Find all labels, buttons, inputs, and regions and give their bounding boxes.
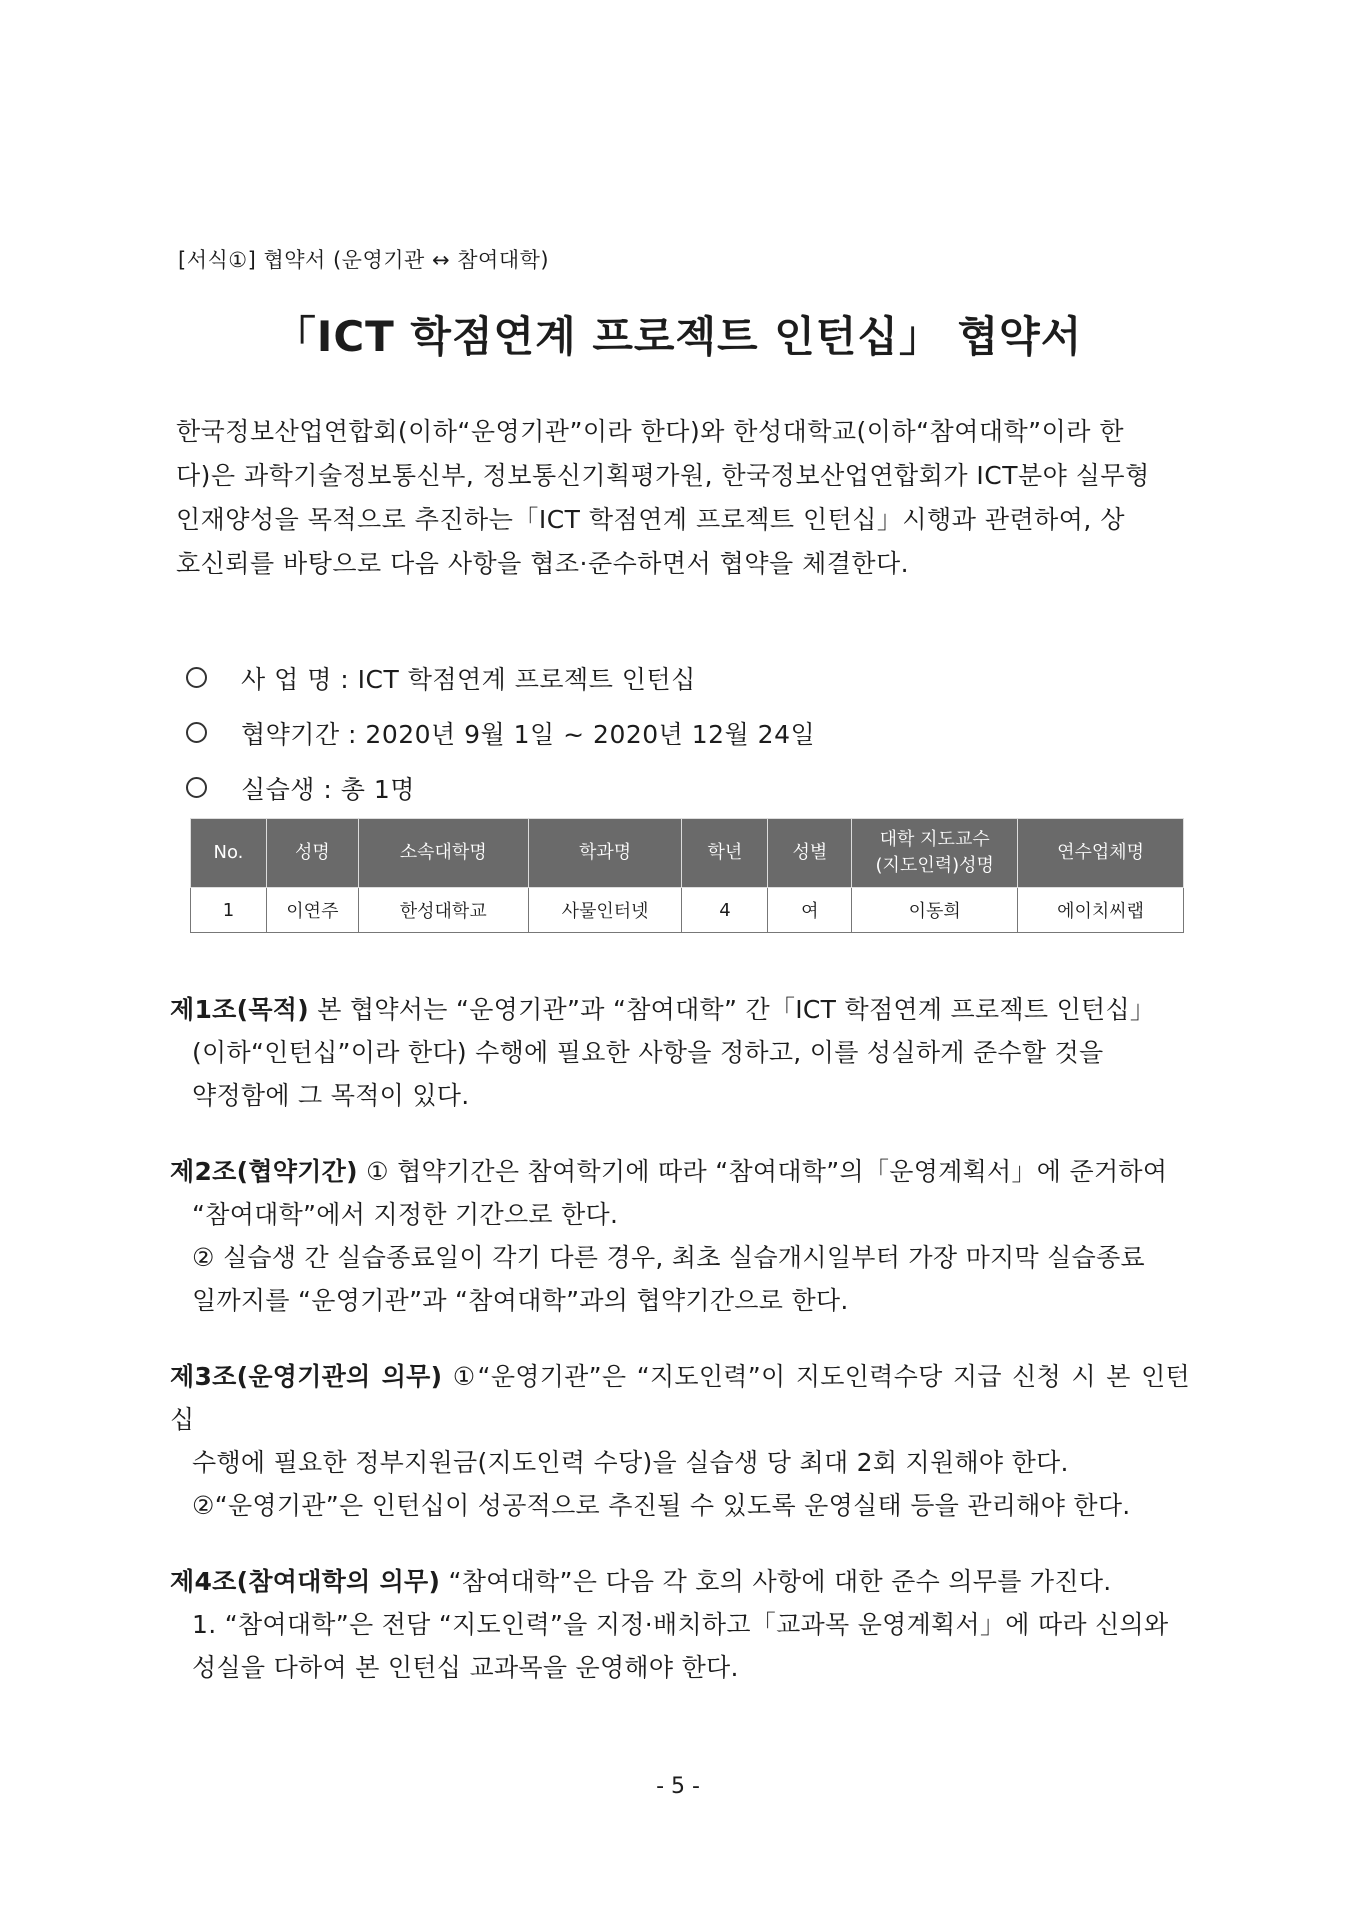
table-header-row	[191, 819, 1184, 888]
form-label: [서식①] 협약서 (운영기관 ↔ 참여대학)	[178, 248, 550, 272]
article-4	[170, 1560, 1190, 1689]
intro-line: 다)은 과학기술정보통신부, 정보통신기획평가원, 한국정보산업연합회가 ICT분야 실무형	[176, 461, 1150, 490]
articles-section	[170, 988, 1190, 1722]
circle-bullet-icon	[186, 667, 207, 688]
circle-bullet-icon	[186, 777, 207, 798]
article-line: (이하“인턴십”이라 한다) 수행에 필요한 사항을 정하고, 이를 성실하게 준수할 것을	[192, 1038, 1104, 1067]
article-line: ②“운영기관”은 인턴십이 성공적으로 추진될 수 있도록 운영실태 등을 관리해야 한다.	[192, 1491, 1131, 1520]
circle-bullet-icon	[186, 722, 207, 743]
cell-company: 에이치씨랩	[1018, 888, 1184, 933]
article-line: 수행에 필요한 정부지원금(지도인력 수당)을 실습생 당 최대 2회 지원해야 한다.	[192, 1448, 1069, 1477]
column-header-advisor: 대학 지도교수 (지도인력)성명	[852, 819, 1018, 888]
column-header-university: 소속대학명	[358, 819, 528, 888]
article-line: 일까지를 “운영기관”과 “참여대학”과의 협약기간으로 한다.	[192, 1286, 849, 1315]
cell-name: 이연주	[266, 888, 358, 933]
cell-university: 한성대학교	[358, 888, 528, 933]
article-line: 성실을 다하여 본 인턴십 교과목을 운영해야 한다.	[192, 1653, 739, 1682]
cell-gender: 여	[768, 888, 852, 933]
page-number: - 5 -	[656, 1774, 700, 1799]
article-heading: 제3조(운영기관의 의무)	[170, 1362, 443, 1391]
cell-no: 1	[191, 888, 267, 933]
summary-item-period	[186, 705, 1186, 760]
intro-paragraph	[176, 410, 1188, 586]
article-line: 1. “참여대학”은 전담 “지도인력”을 지정·배치하고「교과목 운영계획서」에 따라 신의와	[192, 1610, 1169, 1639]
article-line: 약정함에 그 목적이 있다.	[192, 1081, 470, 1110]
article-heading: 제2조(협약기간)	[170, 1157, 358, 1186]
article-1	[170, 988, 1190, 1117]
document-title: 「ICT 학점연계 프로젝트 인턴십」 협약서	[273, 312, 1083, 361]
intro-line: 한국정보산업연합회(이하“운영기관”이라 한다)와 한성대학교(이하“참여대학”이라 한	[176, 417, 1125, 446]
summary-text: 사 업 명 : ICT 학점연계 프로젝트 인턴십	[241, 664, 696, 694]
article-text: ① 협약기간은 참여학기에 따라 “참여대학”의「운영계획서」에 준거하여	[357, 1157, 1168, 1186]
article-text: ①“운영기관”은 “지도인력”이 지도인력수당 지급 신청 시 본 인턴십	[170, 1362, 1191, 1434]
summary-text: 협약기간 : 2020년 9월 1일 ~ 2020년 12월 24일	[241, 719, 816, 749]
summary-item-trainees	[186, 760, 1186, 815]
summary-item-project	[186, 650, 1186, 705]
column-header-gender: 성별	[768, 819, 852, 888]
article-text: “참여대학”은 다음 각 호의 사항에 대한 준수 의무를 가진다.	[440, 1567, 1112, 1596]
article-heading: 제4조(참여대학의 의무)	[170, 1567, 441, 1596]
article-heading: 제1조(목적)	[170, 995, 309, 1024]
summary-list	[186, 650, 1186, 815]
column-header-name: 성명	[266, 819, 358, 888]
column-header-department: 학과명	[528, 819, 682, 888]
article-text: 본 협약서는 “운영기관”과 “참여대학” 간「ICT 학점연계 프로젝트 인턴십」	[308, 995, 1156, 1024]
cell-department: 사물인터넷	[528, 888, 682, 933]
intro-line: 호신뢰를 바탕으로 다음 사항을 협조·준수하면서 협약을 체결한다.	[176, 549, 910, 578]
article-3	[170, 1355, 1190, 1527]
trainee-table	[190, 818, 1184, 933]
cell-advisor: 이동희	[852, 888, 1018, 933]
cell-grade: 4	[682, 888, 768, 933]
intro-line: 인재양성을 목적으로 추진하는「ICT 학점연계 프로젝트 인턴십」시행과 관련하여, 상	[176, 505, 1125, 534]
article-line: “참여대학”에서 지정한 기간으로 한다.	[192, 1200, 619, 1229]
summary-text: 실습생 : 총 1명	[241, 774, 415, 804]
article-line: ② 실습생 간 실습종료일이 각기 다른 경우, 최초 실습개시일부터 가장 마지막 실습종료	[192, 1243, 1145, 1272]
article-2	[170, 1150, 1190, 1322]
column-header-no: No.	[191, 819, 267, 888]
column-header-grade: 학년	[682, 819, 768, 888]
table-row	[191, 888, 1184, 933]
column-header-company: 연수업체명	[1018, 819, 1184, 888]
